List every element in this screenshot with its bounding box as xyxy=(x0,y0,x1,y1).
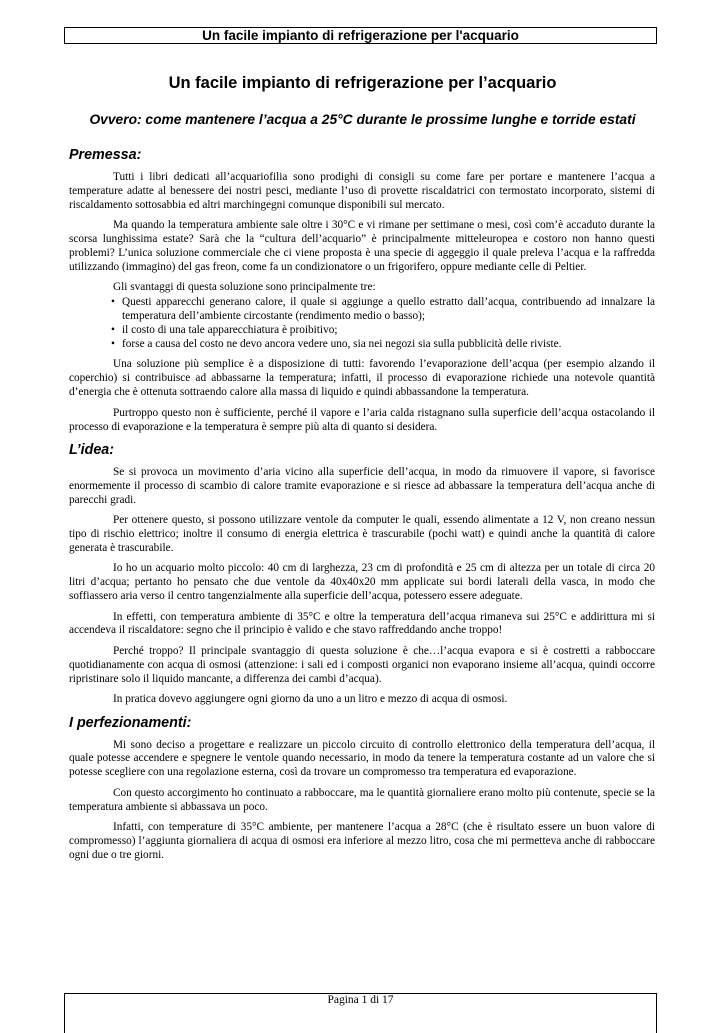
paragraph: Gli svantaggi di questa soluzione sono principalmente tre: xyxy=(113,281,376,294)
document-title: Un facile impianto di refrigerazione per l’acquario xyxy=(168,74,557,92)
paragraph: Purtroppo questo non è sufficiente, perché il vapore e l’aria calda ristagnano sulla superficie dell’acqua ostacolando il processo di evaporazione e la temperatura è sempre più alta di quanto si desidera. xyxy=(69,406,655,433)
paragraph: Per ottenere questo, si possono utilizzare ventole da computer le quali, essendo alimentate a 12 V, non creano nessun tipo di rischio elettrico; inoltre il consumo di energia elettrica è trascurabile (pochi watt) e quindi anche la quantità di calore generata è trascurabile. xyxy=(69,514,655,554)
paragraph: Infatti, con temperature di 35°C ambiente, per mantenere l’acqua a 28°C (che è risultato essere un buon valore di compromesso) l’aggiunta giornaliera di acqua di osmosi era inferiore al mezzo litro, cosa che mi permetteva anche di rabboccare ogni due o tre giorni. xyxy=(69,821,655,861)
paragraph: Con questo accorgimento ho continuato a rabboccare, ma le quantità giornaliere erano molto più contenute, specie se la temperatura ambiente si abbassava un poco. xyxy=(69,786,655,813)
paragraph: Se si provoca un movimento d’aria vicino alla superficie dell’acqua, in modo da rimuovere il vapore, si favorisce enormemente il processo di scambio di calore tramite evaporazione e si riesce ad abbassare la temperatura dell’acqua anche di parecchi gradi. xyxy=(69,465,655,506)
paragraph: In effetti, con temperatura ambiente di 35°C e oltre la temperatura dell’acqua rimaneva sui 25°C e addirittura mi si accendeva il riscaldatore: segno che il principio è valido e che stavo raffreddando anche troppo! xyxy=(69,610,655,637)
running-header: Un facile impianto di refrigerazione per l'acquario xyxy=(64,27,657,44)
page-footer xyxy=(64,993,657,1033)
list-item: • Questi apparecchi generano calore, il quale si aggiunge a quello estratto dall’acqua, contribuendo ad innalzare la temperatura dell’ambiente circostante (rendimento medio o basso); xyxy=(69,296,655,324)
paragraph: Perché troppo? Il principale svantaggio di questa soluzione è che…l’acqua evapora e si è costretti a rabboccare quotidianamente con acqua di osmosi (attenzione: i sali ed i composti organici non evaporano insieme all’acqua, quindi occorre ripristinare solo il liquido mancante, a differenza dei cambi d’acqua). xyxy=(69,644,655,685)
paragraph: In pratica dovevo aggiungere ogni giorno da uno a un litro e mezzo di acqua di osmosi. xyxy=(113,693,508,706)
document-subtitle: Ovvero: come mantenere l’acqua a 25°C durante le prossime lunghe e torride estati xyxy=(89,112,636,127)
paragraph: Mi sono deciso a progettare e realizzare un piccolo circuito di controllo elettronico della temperatura dell’acqua, il quale potesse accendere e spegnere le ventole quando necessario, in modo da tenere la temperatura costante ad un valore che si potesse scegliere con una regolazione esterna, così da trovare un compromesso tra temperatura ed evaporazione. xyxy=(69,738,655,779)
paragraph: Una soluzione più semplice è a disposizione di tutti: favorendo l’evaporazione dell’acqua (per esempio alzando il coperchio) si contribuisce ad abbassarne la temperatura; infatti, il processo di evaporazione richiede una notevole quantità d’energia che è ottenuta sottraendo calore alla massa di liquido e quindi abbassandone la temperatura. xyxy=(69,358,655,399)
paragraph: Io ho un acquario molto piccolo: 40 cm di larghezza, 23 cm di profondità e 25 cm di altezza per un totale di circa 20 litri d’acqua; pertanto ho pensato che due ventole da 40x40x20 mm applicate sui bordi laterali della vasca, in modo che soffiassero aria verso il centro tangenzialmente alla superficie dell’acqua, potessero essere adeguate. xyxy=(69,562,655,603)
list-item: • il costo di una tale apparecchiatura è proibitivo; xyxy=(69,324,655,338)
paragraph: Ma quando la temperatura ambiente sale oltre i 30°C e vi rimane per settimane o mesi, così com’è accaduto durante la scorsa lunghissima estate? Sarà che la “cultura dell’acquario” è principalmente mitteleuropea e costoro non hanno questi problemi? L’unica soluzione commerciale che ci viene proposta è una specie di aggeggio il quale preleva l’acqua e la raffredda utilizzando (immagino) del gas freon, come fa un condizionatore o un frigorifero, oppure mediante celle di Peltier. xyxy=(69,219,655,273)
section-heading-perfezionamenti: I perfezionamenti: xyxy=(69,714,192,731)
page-number: Pagina 1 di 17 xyxy=(327,994,394,1006)
bullet-list xyxy=(69,296,655,352)
document-body xyxy=(69,146,655,869)
paragraph: Tutti i libri dedicati all’acquariofilia sono prodighi di consigli su come fare per portare e mantenere l’acqua a temperature adatte al benessere dei nostri pesci, mediante l’uso di provette riscaldatrici con termostato incorporato, sistemi di riscaldamento sottosabbia ed altri marchingegni comunque disponibili sul mercato. xyxy=(69,171,655,211)
section-heading-idea: L’idea: xyxy=(69,441,115,458)
section-heading-premessa: Premessa: xyxy=(69,147,142,163)
list-item: • forse a causa del costo ne devo ancora vedere uno, sia nei negozi sia sulla pubblicità delle riviste. xyxy=(69,338,655,352)
